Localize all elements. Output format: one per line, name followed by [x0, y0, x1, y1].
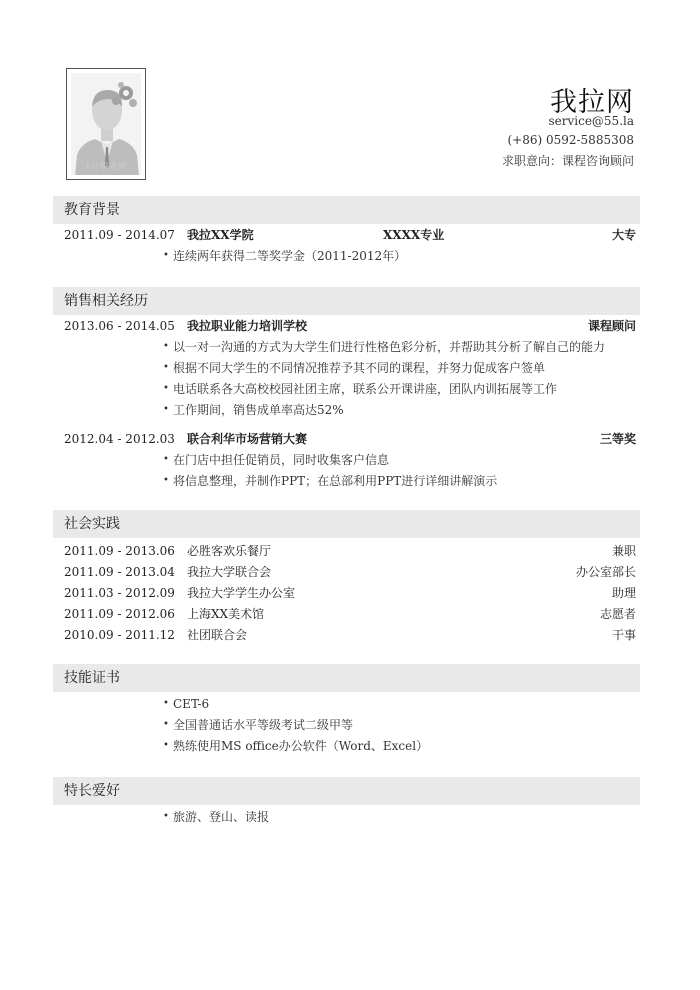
entry-role: 课程顾问: [587, 319, 636, 333]
row-org: 必胜客欢乐餐厅: [187, 544, 272, 558]
education-row: [64, 226, 636, 244]
row-role: 兼职: [611, 544, 636, 558]
list-item: • 全国普通话水平等级考试二级甲等: [173, 716, 353, 734]
row-date: 2010.09 - 2011.12: [64, 628, 175, 642]
school-name: 我拉XX学院: [187, 228, 254, 242]
row-role: 助理: [611, 586, 636, 600]
list-item: • 以一对一沟通的方式为大学生们进行性格色彩分析，并帮助其分析了解自己的能力: [173, 338, 605, 356]
entry-role: 三等奖: [599, 432, 636, 446]
person-silhouette-icon: [71, 73, 141, 175]
row-date: 2011.03 - 2012.09: [64, 586, 175, 600]
row-role: 干事: [611, 628, 636, 642]
education-date: 2011.09 - 2014.07: [64, 228, 175, 242]
profile-photo: [66, 68, 146, 180]
list-item: • CET-6: [173, 695, 209, 713]
entry-date: 2013.06 - 2014.05: [64, 319, 175, 333]
degree-level: 大专: [611, 228, 636, 242]
major-name: XXXX专业: [383, 228, 445, 242]
entry-date: 2012.04 - 2012.03: [64, 432, 175, 446]
row-date: 2011.09 - 2013.06: [64, 544, 175, 558]
list-item: • 连续两年获得二等奖学金（2011-2012年）: [173, 247, 406, 265]
list-item: • 熟练使用MS office办公软件（Word、Excel）: [173, 737, 428, 755]
row-role: 办公室部长: [575, 565, 636, 579]
row-org: 社团联合会: [187, 628, 248, 642]
list-item: • 在门店中担任促销员，同时收集客户信息: [173, 451, 389, 469]
section-education-title: 教育背景: [53, 196, 640, 224]
row-date: 2011.09 - 2013.04: [64, 565, 175, 579]
section-sales-title: 销售相关经历: [53, 287, 640, 315]
social-row: [64, 563, 636, 581]
row-org: 上海XX美术馆: [187, 607, 265, 621]
row-date: 2011.09 - 2012.06: [64, 607, 175, 621]
social-row: [64, 542, 636, 560]
social-row: [64, 626, 636, 644]
row-org: 我拉大学学生办公室: [187, 586, 296, 600]
section-social-title: 社会实践: [53, 510, 640, 538]
list-item: • 根据不同大学生的不同情况推荐予其不同的课程，并努力促成客户签单: [173, 359, 545, 377]
entry-org: 我拉职业能力培训学校: [187, 319, 308, 333]
entry-org: 联合利华市场营销大赛: [187, 432, 308, 446]
sales-entry-row: [64, 430, 636, 448]
candidate-name: 我拉网: [550, 87, 634, 118]
row-org: 我拉大学联合会: [187, 565, 272, 579]
section-skills-title: 技能证书: [53, 664, 640, 692]
list-item: • 将信息整理，并制作PPT；在总部利用PPT进行详细讲解演示: [173, 472, 497, 490]
row-role: 志愿者: [599, 607, 636, 621]
list-item: • 旅游、登山、读报: [173, 808, 269, 826]
photo-caption: 1寸职业照: [84, 162, 128, 171]
social-row: [64, 584, 636, 602]
section-hobbies-title: 特长爱好: [53, 777, 640, 805]
list-item: • 工作期间，销售成单率高达52%: [173, 401, 344, 419]
phone-text: (+86) 0592-5885308: [507, 133, 634, 147]
email-text: service@55.la: [548, 114, 634, 128]
avatar: [71, 73, 141, 175]
sales-entry-row: [64, 317, 636, 335]
job-objective: 求职意向：课程咨询顾问: [501, 154, 634, 168]
list-item: • 电话联系各大高校校园社团主席，联系公开课讲座，团队内训拓展等工作: [173, 380, 557, 398]
social-row: [64, 605, 636, 623]
